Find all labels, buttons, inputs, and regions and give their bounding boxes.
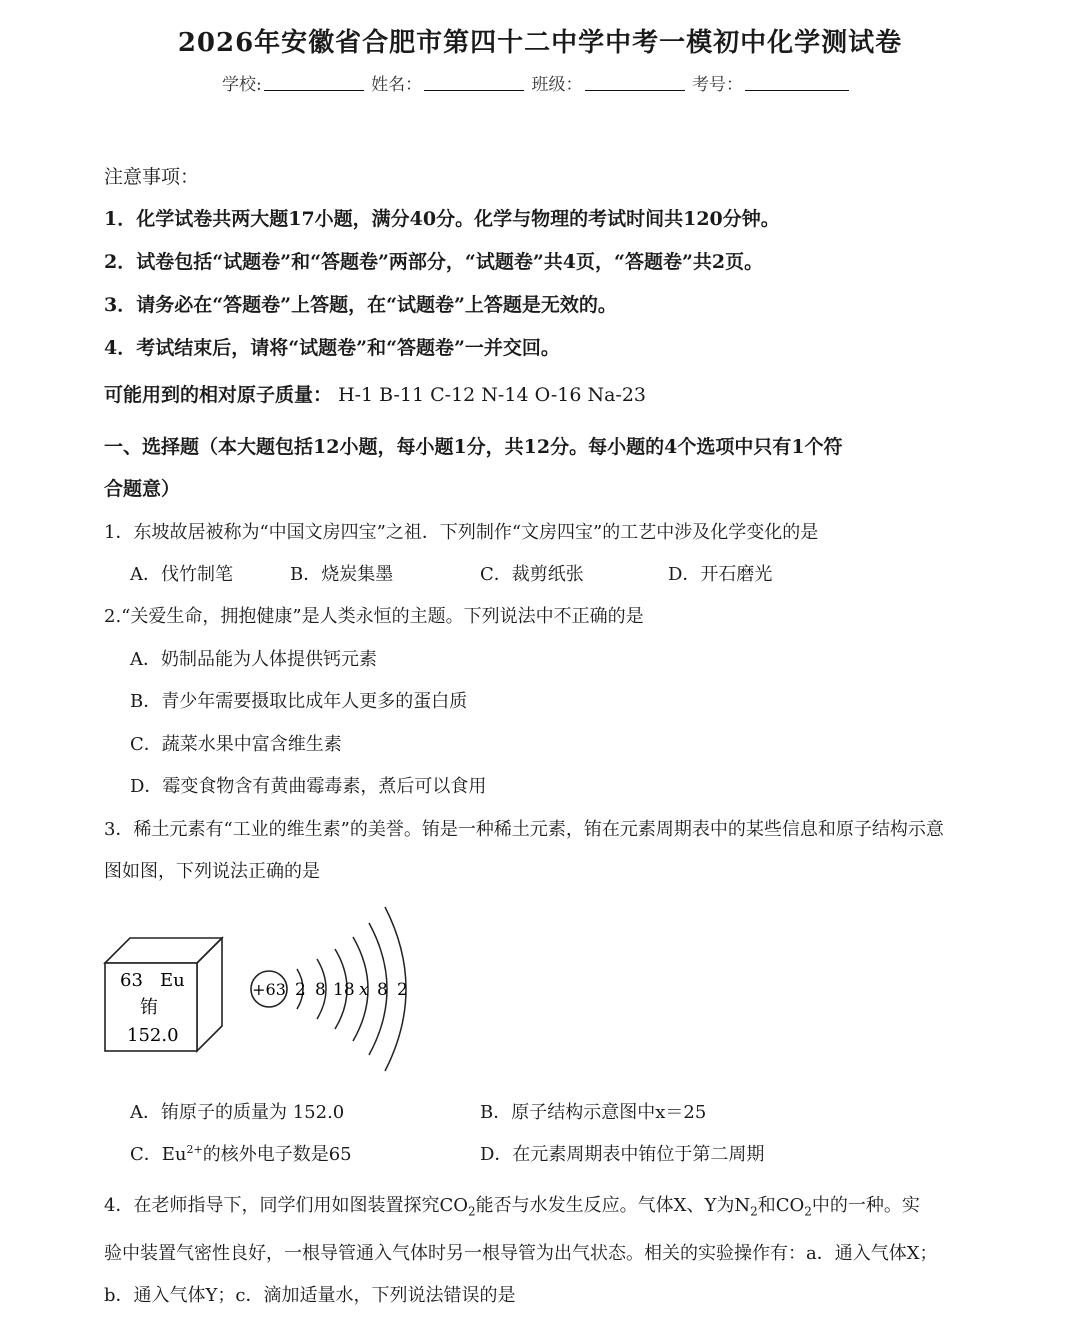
q4-text: 和CO [757,1195,805,1216]
q4-text: 4．在老师指导下，同学们用如图装置探究CO [104,1195,468,1216]
name-blank [424,89,524,91]
element-cell-diagram [100,933,230,1055]
question-4-stem [104,1191,920,1219]
q4-subscript: 2 [750,1204,758,1219]
exam-title: 2026年安徽省合肥市第四十二中学中考一模初中化学测试卷 [177,28,903,58]
q3-option-c-prefix: C．Eu [130,1144,187,1165]
q2-option-c: C．蔬菜水果中富含维生素 [130,734,342,755]
nucleus-charge: +63 [252,980,286,999]
element-mass: 152.0 [127,1025,179,1046]
question-4-stem-cont: 验中装置气密性良好，一根导管通入气体时另一根导管为出气状态。相关的实验操作有：a．通入气体X； [104,1243,938,1264]
q1-option-a: A．伐竹制笔 [130,564,233,585]
class-blank [585,89,685,91]
q4-text: 能否与水发生反应。气体X、Y为N [475,1195,751,1216]
question-3-stem-cont: 图如图，下列说法正确的是 [104,861,320,882]
school-blank [264,89,364,91]
q3-option-d: D．在元素周期表中铕位于第二周期 [480,1144,765,1165]
section-heading-cont: 合题意） [104,478,181,500]
q4-text: 中的一种。实 [811,1195,920,1216]
shell-count: x [359,980,369,1000]
cube-side-face [197,938,222,1051]
q1-option-b: B．烧炭集墨 [290,564,394,585]
cube-top-face [105,938,222,963]
q4-subscript: 2 [804,1204,812,1219]
q1-option-c: C．裁剪纸张 [480,564,584,585]
shell-count: 8 [377,980,388,1000]
atomic-masses-label: 可能用到的相对原子质量： [104,384,333,406]
element-symbol: Eu [160,970,185,991]
note-item: 4．考试结束后，请将“试题卷”和“答题卷”一并交回。 [104,337,560,359]
shell-count: 2 [397,980,408,1000]
section-heading: 一、选择题（本大题包括12小题，每小题1分，共12分。每小题的4个选项中只有1个符 [104,436,843,458]
q1-option-d: D．开石磨光 [668,564,773,585]
q2-option-d: D．霉变食物含有黄曲霉毒素，煮后可以食用 [130,776,487,797]
school-label: 学校: [222,75,262,95]
element-number: 63 [120,970,143,991]
q3-option-c-charge: 2+ [186,1143,203,1156]
question-4-stem-cont2: b．通入气体Y；c．滴加适量水，下列说法错误的是 [104,1285,516,1306]
number-blank [745,89,849,91]
question-2-stem: 2.“关爱生命，拥抱健康”是人类永恒的主题。下列说法中不正确的是 [104,606,644,627]
q3-option-a: A．铕原子的质量为 152.0 [130,1102,345,1123]
question-1-stem: 1．东坡故居被称为“中国文房四宝”之祖．下列制作“文房四宝”的工艺中涉及化学变化的是 [104,522,819,543]
q2-option-b: B．青少年需要摄取比成年人更多的蛋白质 [130,691,468,712]
notes-heading: 注意事项： [104,166,200,188]
name-label: 姓名： [371,75,423,95]
q3-option-c-suffix: 的核外电子数是65 [202,1144,352,1165]
q2-option-a: A．奶制品能为人体提供钙元素 [130,649,377,670]
q4-subscript: 2 [467,1204,476,1219]
note-item: 1．化学试卷共两大题17小题，满分40分。化学与物理的考试时间共120分钟。 [104,208,780,230]
shell-count: 8 [315,980,326,1000]
atomic-structure-diagram [245,905,425,1075]
student-info-row [222,70,851,95]
shell-count: 2 [295,980,306,1000]
number-label: 考号： [691,75,743,95]
element-name: 铕 [140,997,158,1018]
atomic-masses-values: H-1 B-11 C-12 N-14 O-16 Na-23 [338,384,647,406]
q3-option-c [130,1140,352,1166]
q3-option-b: B．原子结构示意图中x＝25 [480,1102,707,1123]
atomic-masses [104,380,646,407]
note-item: 2．试卷包括“试题卷”和“答题卷”两部分，“试题卷”共4页，“答题卷”共2页。 [104,251,764,273]
question-3-stem: 3．稀土元素有“工业的维生素”的美誉。铕是一种稀土元素，铕在元素周期表中的某些信息和原子结构示意 [104,819,944,840]
shell-count: 18 [333,980,355,1000]
class-label: 班级： [531,75,583,95]
note-item: 3．请务必在“答题卷”上答题，在“试题卷”上答题是无效的。 [104,294,617,316]
